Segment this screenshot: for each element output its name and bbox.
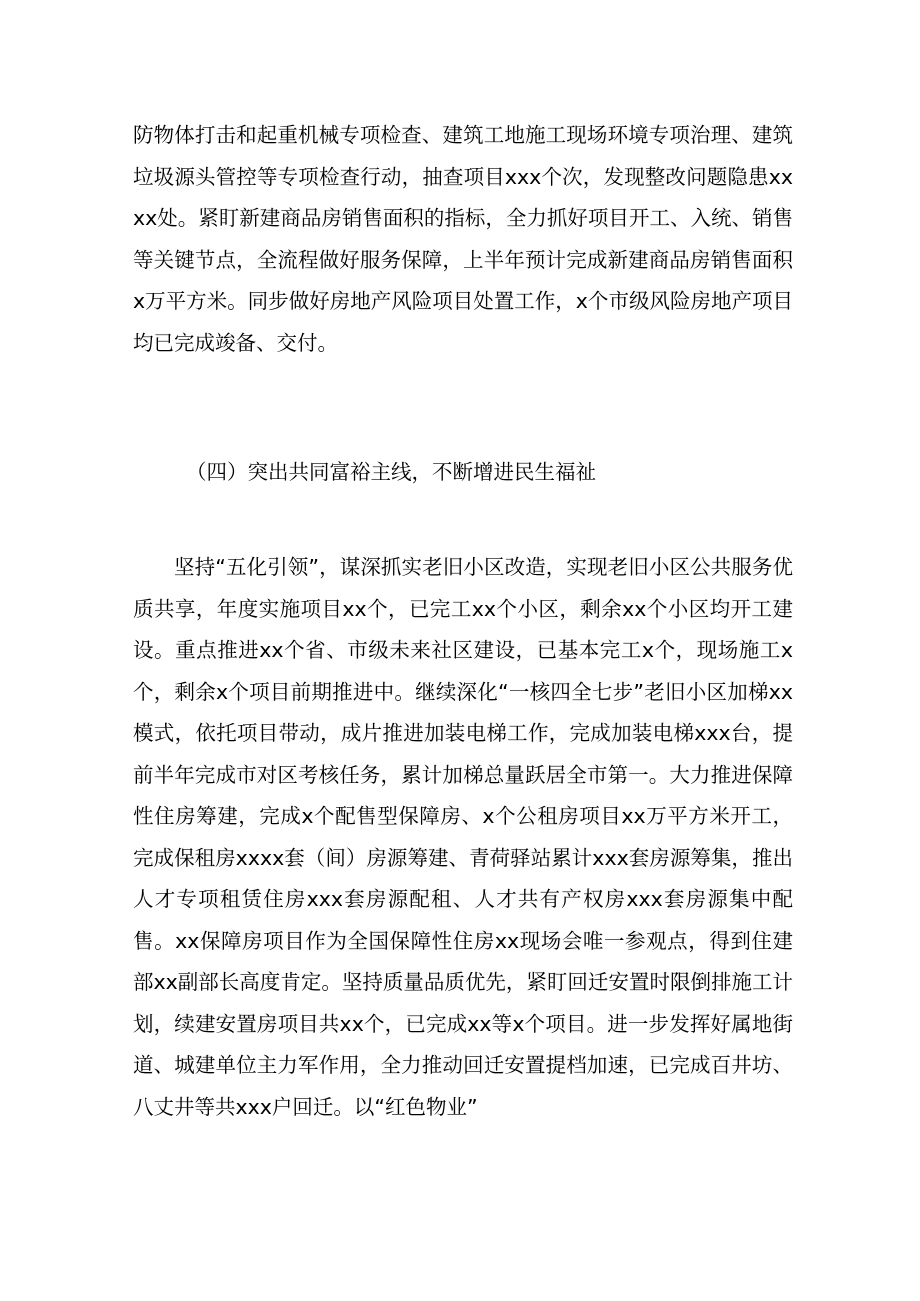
- body-paragraph-2: 坚持“五化引领”，谋深抓实老旧小区改造，实现老旧小区公共服务优质共享，年度实施项目xx个，已完工xx个小区，剩余xx个小区均开工建设。重点推进xx个省、市级未来社区建设，已基本完工x个，现场施工x个，剩余x个项目前期推进中。继续深化“一核四全七步”老旧小区加梯xx模式，依托项目带动，成片推进加装电梯工作，完成加装电梯xxx台，提前半年完成市对区考核任务，累计加梯总量跃居全市第一。大力推进保障性住房筹建，完成x个配售型保障房、x个公租房项目xx万平方米开工，完成保租房xxxx套（间）房源筹建、青荷驿站累计xxx套房源筹集，推出人才专项租赁住房xxx套房源配租、人才共有产权房xxx套房源集中配售。xx保障房项目作为全国保障性住房xx现场会唯一参观点，得到住建部xx副部长高度肯定。坚持质量品质优先，紧盯回迁安置时限倒排施工计划，续建安置房项目共xx个，已完成xx等x个项目。进一步发挥好属地街道、城建单位主力军作用，全力推动回迁安置提档加速，已完成百井坊、八丈井等共xxx户回迁。以“红色物业”: [133, 555, 793, 1119]
- section-heading: （四）突出共同富裕主线，不断增进民生福祉: [186, 460, 596, 484]
- body-paragraph-1: 防物体打击和起重机械专项检查、建筑工地施工现场环境专项治理、建筑垃圾源头管控等专项检查行动，抽查项目xxx个次，发现整改问题隐患xxxx处。紧盯新建商品房销售面积的指标，全力抓好项目开工、入统、销售等关键节点，全流程做好服务保障，上半年预计完成新建商品房销售面积x万平方米。同步做好房地产风险项目处置工作，x个市级风险房地产项目均已完成竣备、交付。: [133, 123, 793, 355]
